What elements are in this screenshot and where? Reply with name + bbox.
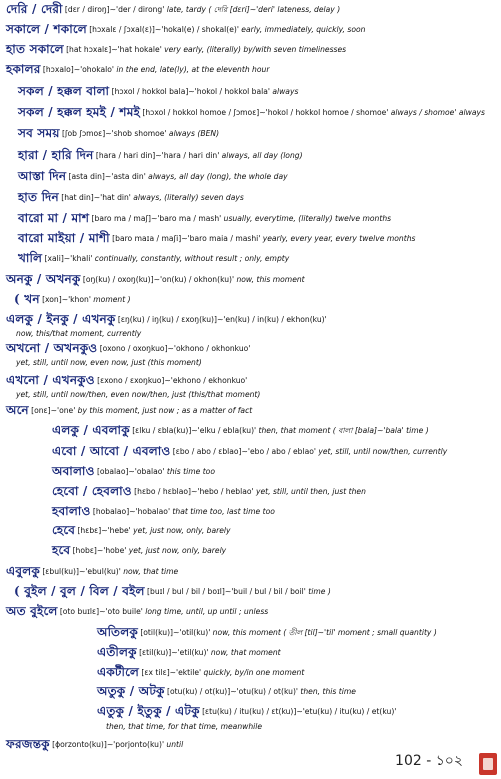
entry: অতিলকু [otil(ku)]~'otil(ku)' now, this moment ( তীল [til]~'til' moment ; small quantity ) [97, 625, 437, 639]
entry: অখনো / অখনকুও [oxono / oxoŋkuo]~'okhono / okhonkuo' [6, 341, 251, 355]
entry: খালি [xali]~'khali' continually, constantly, without result ; only, empty [18, 251, 290, 265]
entry: সকল / হক্কল হমই / শমই [hɔxol / hokkol homoe / ʃɔmoɛ]~'hokol / hokkol homoe / shomoe' always / shomoe' always [18, 105, 485, 119]
entry: হেবে [hɛbɛ]~'hebe' yet, just now, only, barely [52, 523, 231, 537]
entry: সকল / হক্কল বালা [hɔxol / hokkol bala]~'hokol / hokkol bala' always [18, 84, 299, 98]
entry: এলকু / ইনকু / এখনকু [ɛŋ(ku) / iŋ(ku) / ɛxoŋ(ku)]~'en(ku) / in(ku) / ekhon(ku)' [6, 312, 327, 326]
book-thumbnail-icon [479, 753, 497, 775]
entry: ( বুইল / বুল / বিল / বইল [buɪl / bul / bil / boɪl]~'buil / bul / bil / boil' time ) [14, 584, 331, 598]
entry: এতুকু / ইতুকু / এটকু [ɛtu(ku) / itu(ku) / ɛt(ku)]~'etu(ku) / itu(ku) / et(ku)' [97, 704, 397, 718]
entry: এবুলকু [ɛbul(ku)]~'ebul(ku)' now, that time [6, 564, 179, 578]
entry: হাত দিন [hat din]~'hat din' always, (literally) seven days [18, 190, 244, 204]
entry: অবালাও [obalao]~'obalao' this time too [52, 464, 215, 478]
entry: হারা / হারি দিন [hara / hari din]~'hara / hari din' always, all day (long) [18, 148, 303, 162]
page-number: 102 - ১০২ [395, 753, 463, 769]
entry: এখনো / এখনকুও [ɛxono / ɛxoŋkuo]~'ekhono / ekhonkuo' [6, 373, 248, 387]
entry: দেরি / দেরী [dɛr / diroŋ]~'der / dirong' late, tardy ( দেরি [dɛri]~'deri' lateness, delay ) [6, 2, 341, 16]
gloss-continuation: yet, still, until now, even now, just (this moment) [16, 358, 202, 367]
entry: হবে [hobɛ]~'hobe' yet, just now, only, barely [52, 543, 227, 557]
entry: হাত সকালে [hat hɔxalɛ]~'hat hokale' very early, (literally) by/with seven timelinesses [6, 42, 347, 56]
entry: একটীলে [ɛx tilɛ]~'ektile' quickly, by/in one moment [97, 665, 305, 679]
entry: এতীলকু [ɛtil(ku)]~'etil(ku)' now, that moment [97, 645, 281, 659]
entry: বারো মাইয়া / মাশী [baro maɪa / maʃi]~'baro maia / mashi' yearly, every year, every twelve months [18, 231, 416, 245]
entry: ( খন [xon]~'khon' moment ) [14, 292, 131, 306]
entry: অত বুইলে [oto buɪlɛ]~'oto buile' long time, until, up until ; unless [6, 604, 269, 618]
entry: বারো মা / মাশ [baro ma / maʃ]~'baro ma / mash' usually, everytime, (literally) twelve months [18, 211, 392, 225]
gloss-continuation: then, that time, for that time, meanwhile [106, 722, 263, 731]
entry: হকালর [hɔxalo]~'ohokalo' in the end, late(ly), at the eleventh hour [6, 62, 270, 76]
entry: হবালাও [hobalao]~'hobalao' that time too, last time too [52, 504, 275, 518]
entry: অতুকু / অটকু [otu(ku) / ot(ku)]~'otu(ku) / ot(ku)' then, this time [97, 684, 356, 698]
entry: অনে [onɛ]~'one' by this moment, just now ; as a matter of fact [6, 403, 253, 417]
entry: সকালে / শকালে [hɔxalɛ / ʃɔxal(ɛ)]~'hokal(e) / shokal(e)' early, immediately, quickly, soon [6, 22, 366, 36]
entry: সব সময় [ʃob ʃɔmoɛ]~'shob shomoe' always (BEN) [18, 126, 220, 140]
entry: হেবো / হেবলাও [hɛbo / hɛblao]~'hebo / heblao' yet, still, until then, just then [52, 484, 366, 498]
entry: এবো / আবো / এবলাও [ɛbo / abo / ɛblao]~'ebo / abo / eblao' yet, still, until now/then, currently [52, 444, 448, 458]
gloss-continuation: now, this/that moment, currently [16, 329, 142, 338]
entry: এলকু / এবলাকু [ɛlku / ɛbla(ku)]~'elku / ebla(ku)' then, that moment ( বালা [bala]~'bala' time ) [52, 423, 429, 437]
gloss-continuation: yet, still, until now/then, even now/then, just (this/that moment) [16, 390, 261, 399]
entry: অনকু / অখনকু [oŋ(ku) / oxoŋ(ku)]~'on(ku) / okhon(ku)' now, this moment [6, 272, 305, 286]
entry: ফরজন্তকু [ɸorzonto(ku)]~'porjonto(ku)' until [6, 737, 184, 751]
entry: আস্তা দিন [asta din]~'asta din' always, all day (long), the whole day [18, 169, 288, 183]
